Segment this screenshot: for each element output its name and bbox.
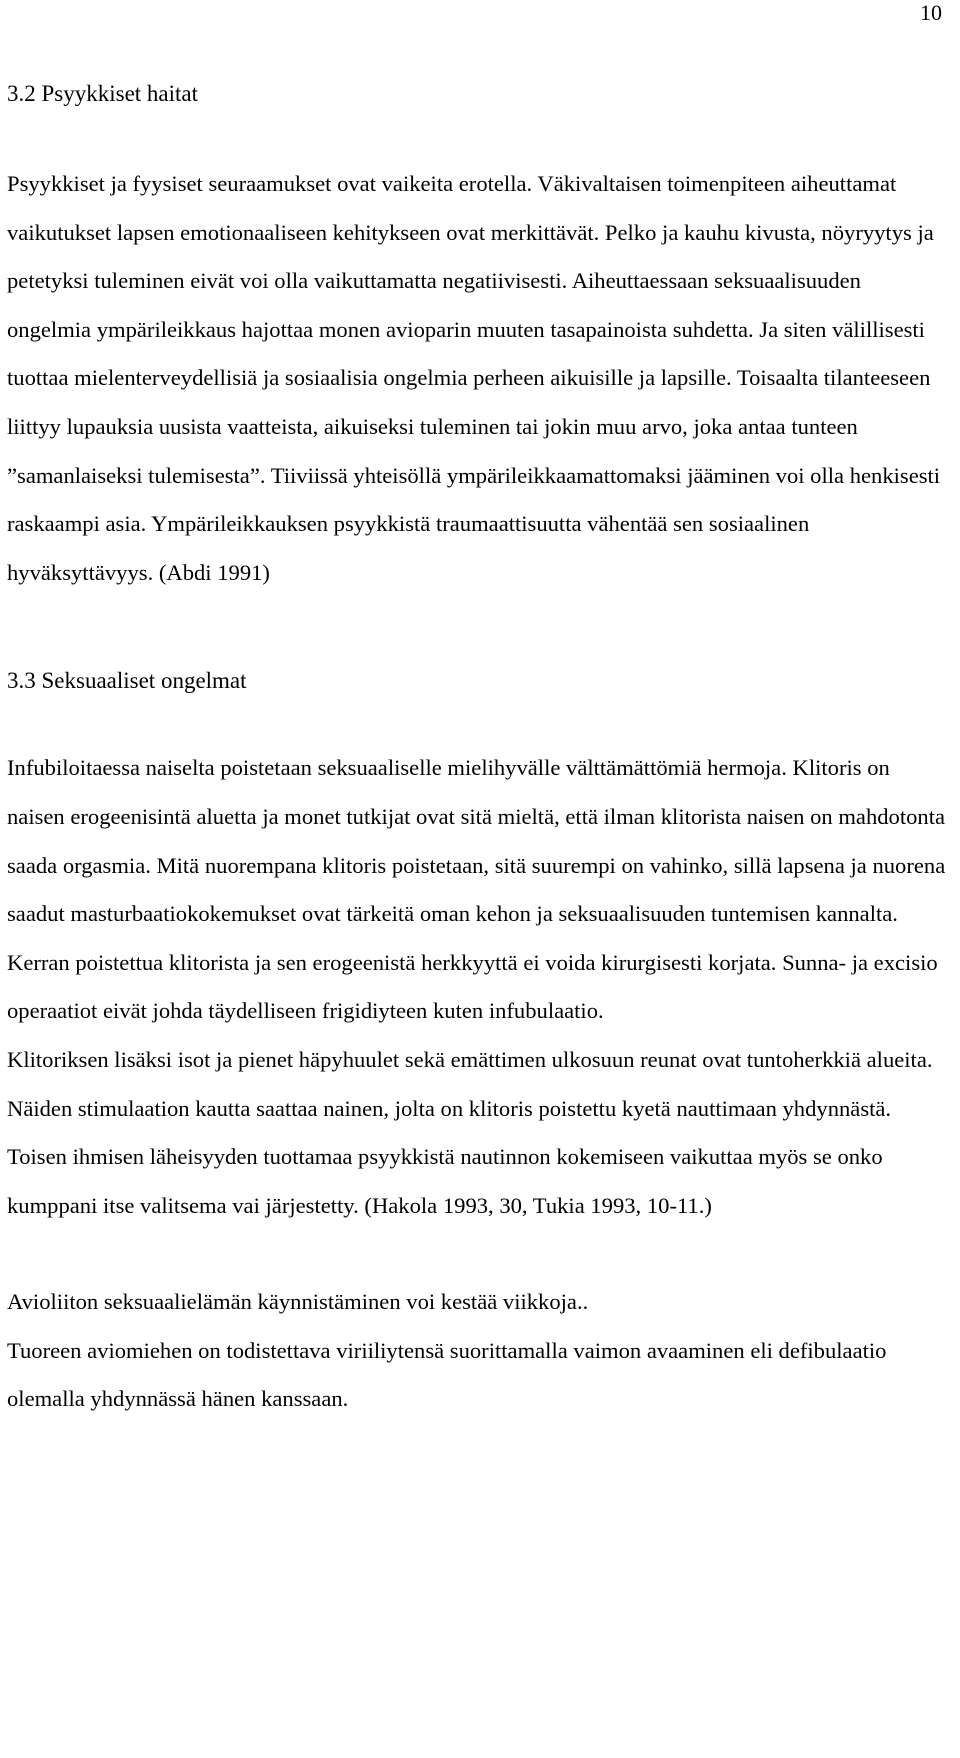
section-heading-3-2: 3.2 Psyykkiset haitat (7, 81, 199, 106)
paragraph-sexual-problems-2: Klitoriksen lisäksi isot ja pienet häpyhuulet sekä emättimen ulkosuun reunat ovat tuntoherkkiä alueita. Näiden stimulaation kautta saattaa nainen, jolta on klitoris poistettu kyetä nauttimaan yhdynnästä. Toisen ihmisen läheisyyden tuottamaa psyykkistä nautinnon kokemiseen vaikuttaa myös se onko kumppani itse valitsema vai järjestetty. (Hakola 1993, 30, Tukia 1993, 10-11.) (7, 1046, 933, 1218)
document-body (7, 78, 947, 1424)
paragraph-psychological-harms: Psyykkiset ja fyysiset seuraamukset ovat vaikeita erotella. Väkivaltaisen toimenpiteen aiheuttamat vaikutukset lapsen emotionaaliseen kehitykseen ovat merkittävät. Pelko ja kauhu kivusta, nöyryytys ja petetyksi tuleminen eivät voi olla vaikuttamatta negatiivisesti. Aiheuttaessaan seksuaalisuuden ongelmia ympärileikkaus hajottaa monen avioparin muuten tasapainoista suhdetta. Ja siten välillisesti tuottaa mielenterveydellisiä ja sosiaalisia ongelmia perheen aikuisille ja lapsille. Toisaalta tilanteeseen liittyy lupauksia uusista vaatteista, aikuiseksi tuleminen tai jokin muu arvo, joka antaa tunteen ”samanlaiseksi tulemisesta”. Tiiviissä yhteisöllä ympärileikkaamattomaksi jääminen voi olla henkisesti raskaampi asia. Ympärileikkauksen psyykkistä traumaattisuutta vähentää sen sosiaalinen hyväksyttävyys. (Abdi 1991) (7, 171, 941, 585)
paragraph-marriage-start: Avioliiton seksuaalielämän käynnistäminen voi kestää viikkoja.. (7, 1289, 589, 1315)
page-number: 10 (920, 0, 942, 25)
paragraph-sexual-problems-1: Infubiloitaessa naiselta poistetaan seksuaaliselle mielihyvälle välttämättömiä hermoja. Klitoris on naisen erogeenisintä aluetta ja monet tutkijat ovat sitä mieltä, että ilman klitorista naisen on mahdotonta saada orgasmia. Mitä nuorempana klitoris poistetaan, sitä suurempi on vahinko, sillä lapsena ja nuorena saadut masturbaatiokokemukset ovat tärkeitä oman kehon ja seksuaalisuuden tuntemisen kannalta. Kerran poistettua klitorista ja sen erogeenistä herkkyyttä ei voida kirurgisesti korjata. Sunna- ja excisio operaatiot eivät johda täydelliseen frigidiyteen kuten infubulaatio. (7, 755, 946, 1024)
paragraph-defibulation: Tuoreen aviomiehen on todistettava viriiliytensä suorittamalla vaimon avaaminen eli defibulaatio olemalla yhdynnässä hänen kanssaan. (7, 1337, 887, 1412)
section-heading-3-3: 3.3 Seksuaaliset ongelmat (7, 668, 247, 694)
